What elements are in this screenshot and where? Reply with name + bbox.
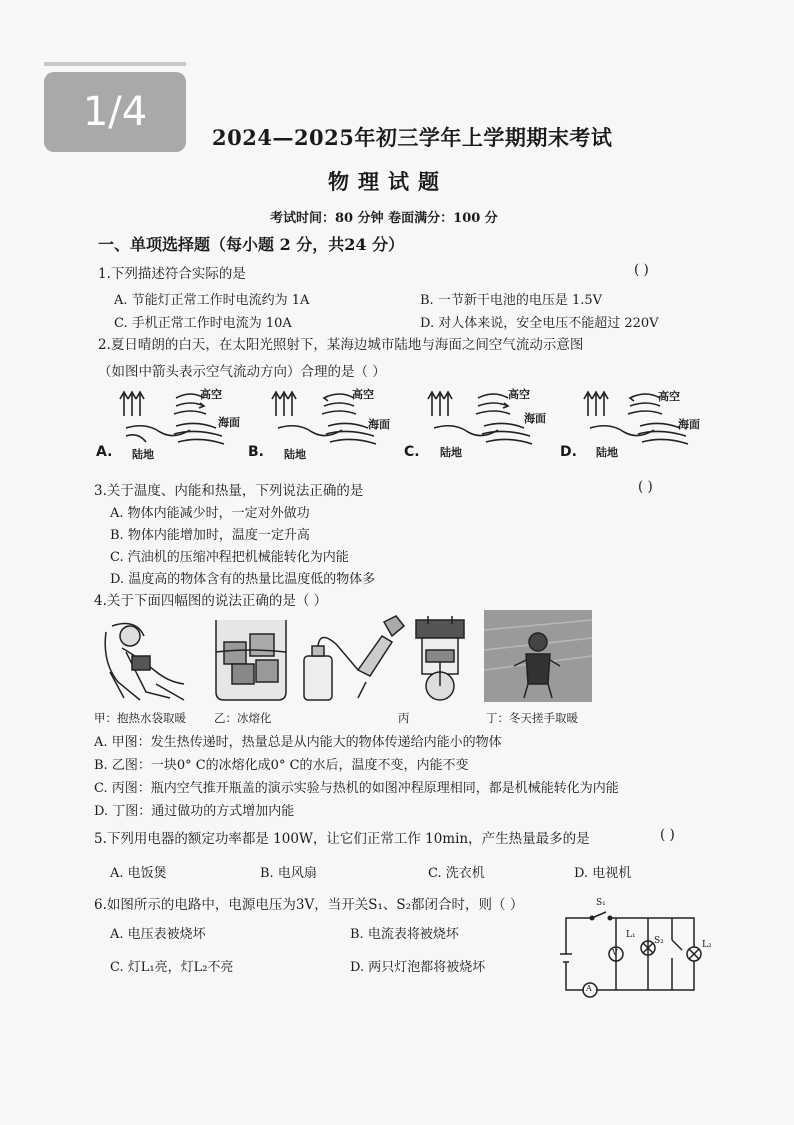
q2-letter-d: D.: [560, 444, 577, 460]
q5-option-c: C. 洗衣机: [428, 866, 485, 881]
q1-stem: 1.下列描述符合实际的是: [98, 266, 246, 282]
q2-c-label-high: 高空: [508, 388, 530, 401]
q4-image-jia: [96, 612, 196, 704]
q2-a-label-sea: 海面: [218, 416, 240, 429]
q5-option-d: D. 电视机: [574, 866, 632, 881]
q2-diagram-c: [404, 386, 552, 464]
q2-a-label-land: 陆地: [132, 448, 154, 461]
page-indicator: 1/4: [82, 89, 148, 135]
q6-option-a: A. 电压表被烧坏: [110, 927, 206, 942]
q5-option-b: B. 电风扇: [260, 866, 317, 881]
q6-option-c: C. 灯L₁亮，灯L₂不亮: [110, 960, 234, 975]
page-indicator-badge: [44, 72, 186, 152]
circuit-label-l2: L₂: [702, 940, 712, 950]
q2-diagram-d: [560, 386, 708, 464]
q2-c-label-land: 陆地: [440, 446, 462, 459]
q2-letter-a: A.: [96, 444, 113, 460]
q4-image-engine: [410, 610, 470, 706]
q1-option-a: A. 节能灯正常工作时电流约为 1A: [114, 293, 310, 308]
q4-image-bing: [296, 610, 412, 706]
q2-d-label-sea: 海面: [678, 418, 700, 431]
q5-option-a: A. 电饭煲: [110, 866, 167, 881]
exam-title: 2024—2025年初三学年上学期期末考试: [212, 125, 613, 150]
q4-stem: 4.关于下面四幅图的说法正确的是（ ）: [94, 593, 328, 609]
q3-stem: 3.关于温度、内能和热量，下列说法正确的是: [94, 483, 364, 499]
q5-answer-paren: ( ): [660, 827, 675, 843]
exam-subtitle: 物理试题: [328, 169, 448, 194]
q4-caption-yi: 乙：冰熔化: [214, 711, 272, 725]
q3-option-c: C. 汽油机的压缩冲程把机械能转化为内能: [110, 550, 349, 565]
q2-b-label-sea: 海面: [368, 418, 390, 431]
q3-option-d: D. 温度高的物体含有的热量比温度低的物体多: [110, 572, 376, 587]
top-bar: [44, 62, 186, 66]
q2-stem-line2: （如图中箭头表示空气流动方向）合理的是（ ）: [98, 364, 386, 380]
q1-option-b: B. 一节新干电池的电压是 1.5V: [420, 293, 603, 308]
q2-d-label-high: 高空: [658, 390, 680, 403]
q4-image-ding: [484, 610, 592, 702]
q2-letter-b: B.: [248, 444, 264, 460]
circuit-label-l1: L₁: [626, 930, 636, 940]
q3-option-b: B. 物体内能增加时，温度一定升高: [110, 528, 310, 543]
q2-a-label-high: 高空: [200, 388, 222, 401]
q5-stem: 5.下列用电器的额定功率都是 100W，让它们正常工作 10min，产生热量最多的是: [94, 831, 590, 847]
q6-circuit-diagram: [556, 898, 716, 1000]
q4-image-yi: [210, 612, 292, 704]
q2-b-label-land: 陆地: [284, 448, 306, 461]
q4-option-d: D. 丁图：通过做功的方式增加内能: [94, 804, 295, 819]
q3-option-a: A. 物体内能减少时，一定对外做功: [110, 506, 310, 521]
q3-answer-paren: ( ): [638, 479, 653, 495]
q4-option-a: A. 甲图：发生热传递时，热量总是从内能大的物体传递给内能小的物体: [94, 735, 502, 750]
q6-stem: 6.如图所示的电路中，电源电压为3V，当开关S₁、S₂都闭合时，则（ ）: [94, 897, 524, 913]
q4-option-b: B. 乙图：一块0° C的冰熔化成0° C的水后，温度不变，内能不变: [94, 758, 469, 773]
q2-d-label-land: 陆地: [596, 446, 618, 459]
q4-caption-jia: 甲：抱热水袋取暖: [94, 711, 186, 725]
q2-letter-c: C.: [404, 444, 420, 460]
q2-diagram-a: [96, 386, 244, 464]
q1-option-d: D. 对人体来说，安全电压不能超过 220V: [420, 316, 659, 331]
section-heading: 一、单项选择题（每小题 2 分，共24 分）: [98, 235, 405, 254]
q6-option-b: B. 电流表将被烧坏: [350, 927, 459, 942]
q2-diagram-b: [248, 386, 396, 464]
q2-c-label-sea: 海面: [524, 412, 546, 425]
exam-meta: 考试时间：80 分钟 卷面满分：100 分: [270, 211, 498, 226]
q4-caption-bing: 丙: [398, 711, 410, 725]
q4-caption-ding: 丁：冬天搓手取暖: [486, 711, 578, 725]
q4-option-c: C. 丙图：瓶内空气推开瓶盖的演示实验与热机的如图冲程原理相同，都是机械能转化为内能: [94, 781, 619, 796]
circuit-label-v: V: [612, 948, 618, 957]
circuit-label-s1: S₁: [596, 898, 606, 908]
circuit-label-a: A: [586, 984, 592, 993]
circuit-label-s2: S₂: [654, 936, 664, 946]
q2-stem-line1: 2.夏日晴朗的白天，在太阳光照射下，某海边城市陆地与海面之间空气流动示意图: [98, 337, 584, 353]
q1-option-c: C. 手机正常工作时电流为 10A: [114, 316, 292, 331]
q6-option-d: D. 两只灯泡都将被烧坏: [350, 960, 486, 975]
q1-answer-paren: ( ): [634, 262, 649, 278]
q2-b-label-high: 高空: [352, 388, 374, 401]
